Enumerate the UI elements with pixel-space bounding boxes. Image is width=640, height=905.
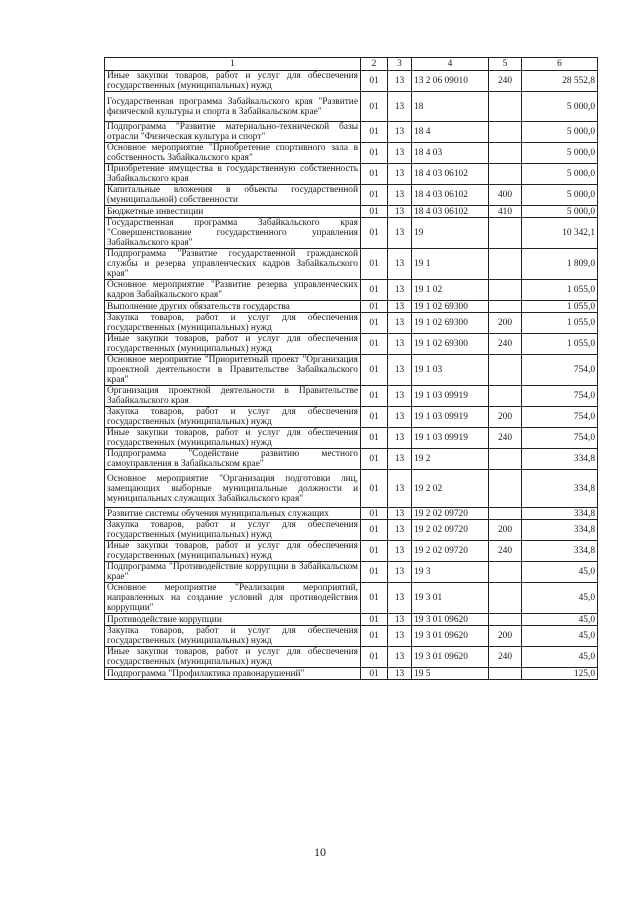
cell-expense-type: 240 <box>489 334 522 355</box>
cell-amount: 334,8 <box>522 449 598 470</box>
cell-expense-type <box>489 508 522 520</box>
cell-section: 01 <box>361 313 388 334</box>
cell-subsection: 13 <box>388 407 412 428</box>
table-header <box>105 58 598 71</box>
cell-expense-type <box>489 218 522 249</box>
cell-target-article: 19 <box>412 218 489 249</box>
table-body <box>105 71 598 680</box>
cell-expense-type <box>489 301 522 313</box>
cell-section: 01 <box>361 92 388 122</box>
cell-expense-type: 240 <box>489 541 522 562</box>
cell-name: Основное мероприятие "Организация подготовки лиц, замещающих выборные муниципальные должности и муниципальных служащих Забайкальского края" <box>105 470 361 508</box>
table-row <box>105 562 598 583</box>
cell-name: Подпрограмма "Содействие развитию местного самоуправления в Забайкальском крае" <box>105 449 361 470</box>
cell-amount: 5 000,0 <box>522 122 598 143</box>
cell-section: 01 <box>361 562 388 583</box>
cell-amount: 5 000,0 <box>522 164 598 185</box>
cell-target-article: 19 1 03 09919 <box>412 428 489 449</box>
cell-expense-type: 400 <box>489 185 522 206</box>
cell-target-article: 13 2 06 09010 <box>412 71 489 92</box>
cell-amount: 754,0 <box>522 407 598 428</box>
cell-expense-type <box>489 280 522 301</box>
cell-subsection: 13 <box>388 301 412 313</box>
cell-section: 01 <box>361 185 388 206</box>
cell-subsection: 13 <box>388 164 412 185</box>
cell-name: Государственная программа Забайкальского края "Совершенствование государственного управления Забайкальского края" <box>105 218 361 249</box>
cell-target-article: 19 1 <box>412 249 489 280</box>
cell-amount: 1 055,0 <box>522 334 598 355</box>
cell-target-article: 19 2 02 09720 <box>412 541 489 562</box>
cell-subsection: 13 <box>388 355 412 386</box>
cell-name: Приобретение имущества в государственную собственность Забайкальского края <box>105 164 361 185</box>
cell-name: Закупка товаров, работ и услуг для обеспечения государственных (муниципальных) нужд <box>105 520 361 541</box>
cell-subsection: 13 <box>388 541 412 562</box>
cell-subsection: 13 <box>388 470 412 508</box>
table-row <box>105 355 598 386</box>
cell-name: Основное мероприятие "Развитие резерва управленческих кадров Забайкальского края" <box>105 280 361 301</box>
table-row <box>105 449 598 470</box>
cell-section: 01 <box>361 583 388 614</box>
cell-section: 01 <box>361 626 388 647</box>
cell-section: 01 <box>361 280 388 301</box>
cell-name: Иные закупки товаров, работ и услуг для обеспечения государственных (муниципальных) нужд <box>105 541 361 562</box>
cell-section: 01 <box>361 449 388 470</box>
cell-subsection: 13 <box>388 334 412 355</box>
cell-target-article: 19 3 01 <box>412 583 489 614</box>
cell-expense-type <box>489 122 522 143</box>
cell-expense-type: 200 <box>489 520 522 541</box>
cell-name: Бюджетные инвестиции <box>105 206 361 218</box>
cell-expense-type <box>489 355 522 386</box>
cell-amount: 334,8 <box>522 508 598 520</box>
cell-amount: 125,0 <box>522 668 598 680</box>
cell-target-article: 19 1 02 <box>412 280 489 301</box>
cell-name: Капитальные вложения в объекты государственной (муниципальной) собственности <box>105 185 361 206</box>
table-row <box>105 71 598 92</box>
cell-name: Иные закупки товаров, работ и услуг для обеспечения государственных (муниципальных) нужд <box>105 71 361 92</box>
cell-section: 01 <box>361 386 388 407</box>
cell-name: Организация проектной деятельности в Правительстве Забайкальского края <box>105 386 361 407</box>
cell-expense-type: 200 <box>489 313 522 334</box>
cell-amount: 45,0 <box>522 583 598 614</box>
cell-amount: 45,0 <box>522 614 598 626</box>
cell-target-article: 19 1 03 09919 <box>412 407 489 428</box>
header-col-6: 6 <box>522 58 598 71</box>
table-row <box>105 614 598 626</box>
cell-name: Закупка товаров, работ и услуг для обеспечения государственных (муниципальных) нужд <box>105 626 361 647</box>
cell-expense-type <box>489 562 522 583</box>
cell-expense-type <box>489 470 522 508</box>
header-row <box>105 58 598 71</box>
cell-name: Государственная программа Забайкальского края "Развитие физической культуры и спорта в Забайкальском крае" <box>105 92 361 122</box>
cell-amount: 754,0 <box>522 355 598 386</box>
cell-name: Подпрограмма "Профилактика правонарушений" <box>105 668 361 680</box>
cell-target-article: 19 2 02 <box>412 470 489 508</box>
table-row <box>105 626 598 647</box>
cell-section: 01 <box>361 206 388 218</box>
cell-name: Иные закупки товаров, работ и услуг для обеспечения государственных (муниципальных) нужд <box>105 334 361 355</box>
cell-target-article: 19 2 02 09720 <box>412 520 489 541</box>
cell-target-article: 19 3 <box>412 562 489 583</box>
table-row <box>105 647 598 668</box>
table-row <box>105 470 598 508</box>
table-row <box>105 164 598 185</box>
cell-subsection: 13 <box>388 71 412 92</box>
cell-expense-type: 200 <box>489 407 522 428</box>
table-row <box>105 143 598 164</box>
table-row <box>105 583 598 614</box>
cell-name: Развитие системы обучения муниципальных служащих <box>105 508 361 520</box>
cell-expense-type <box>489 143 522 164</box>
cell-expense-type <box>489 249 522 280</box>
table-row <box>105 249 598 280</box>
cell-subsection: 13 <box>388 614 412 626</box>
cell-expense-type <box>489 668 522 680</box>
cell-target-article: 19 1 02 69300 <box>412 301 489 313</box>
table-row <box>105 386 598 407</box>
cell-target-article: 19 1 03 09919 <box>412 386 489 407</box>
cell-section: 01 <box>361 249 388 280</box>
cell-subsection: 13 <box>388 583 412 614</box>
cell-amount: 10 342,1 <box>522 218 598 249</box>
cell-amount: 334,8 <box>522 541 598 562</box>
cell-amount: 754,0 <box>522 386 598 407</box>
cell-name: Иные закупки товаров, работ и услуг для обеспечения государственных (муниципальных) нужд <box>105 428 361 449</box>
cell-amount: 45,0 <box>522 647 598 668</box>
cell-name: Закупка товаров, работ и услуг для обеспечения государственных (муниципальных) нужд <box>105 313 361 334</box>
cell-target-article: 19 5 <box>412 668 489 680</box>
cell-target-article: 19 2 <box>412 449 489 470</box>
cell-expense-type <box>489 92 522 122</box>
cell-expense-type <box>489 164 522 185</box>
cell-target-article: 19 1 03 <box>412 355 489 386</box>
header-col-1: 1 <box>105 58 361 71</box>
cell-target-article: 18 4 03 06102 <box>412 185 489 206</box>
cell-amount: 45,0 <box>522 626 598 647</box>
cell-section: 01 <box>361 470 388 508</box>
cell-name: Подпрограмма "Развитие государственной гражданской службы и резерва управленческих кадров Забайкальского края" <box>105 249 361 280</box>
cell-section: 01 <box>361 541 388 562</box>
cell-target-article: 18 <box>412 92 489 122</box>
cell-section: 01 <box>361 428 388 449</box>
cell-subsection: 13 <box>388 428 412 449</box>
cell-section: 01 <box>361 614 388 626</box>
cell-section: 01 <box>361 508 388 520</box>
cell-subsection: 13 <box>388 668 412 680</box>
cell-target-article: 18 4 <box>412 122 489 143</box>
cell-target-article: 19 3 01 09620 <box>412 626 489 647</box>
cell-section: 01 <box>361 122 388 143</box>
cell-section: 01 <box>361 647 388 668</box>
cell-name: Выполнение других обязательств государства <box>105 301 361 313</box>
header-col-2: 2 <box>361 58 388 71</box>
cell-target-article: 18 4 03 06102 <box>412 164 489 185</box>
cell-section: 01 <box>361 334 388 355</box>
cell-amount: 45,0 <box>522 562 598 583</box>
cell-name: Иные закупки товаров, работ и услуг для обеспечения государственных (муниципальных) нужд <box>105 647 361 668</box>
cell-target-article: 18 4 03 <box>412 143 489 164</box>
cell-subsection: 13 <box>388 520 412 541</box>
table-row <box>105 301 598 313</box>
cell-subsection: 13 <box>388 249 412 280</box>
cell-subsection: 13 <box>388 313 412 334</box>
page-number: 10 <box>314 845 326 859</box>
header-col-4: 4 <box>412 58 489 71</box>
cell-expense-type: 240 <box>489 428 522 449</box>
table-row <box>105 520 598 541</box>
cell-amount: 28 552,8 <box>522 71 598 92</box>
cell-name: Закупка товаров, работ и услуг для обеспечения государственных (муниципальных) нужд <box>105 407 361 428</box>
table-row <box>105 92 598 122</box>
cell-target-article: 18 4 03 06102 <box>412 206 489 218</box>
cell-subsection: 13 <box>388 562 412 583</box>
cell-subsection: 13 <box>388 206 412 218</box>
cell-subsection: 13 <box>388 143 412 164</box>
cell-subsection: 13 <box>388 122 412 143</box>
cell-amount: 5 000,0 <box>522 206 598 218</box>
cell-amount: 1 055,0 <box>522 301 598 313</box>
cell-expense-type <box>489 449 522 470</box>
cell-amount: 5 000,0 <box>522 92 598 122</box>
cell-section: 01 <box>361 164 388 185</box>
cell-name: Основное мероприятие "Реализация мероприятий, направленных на создание условий для противодействия коррупции" <box>105 583 361 614</box>
cell-expense-type <box>489 386 522 407</box>
cell-target-article: 19 2 02 09720 <box>412 508 489 520</box>
cell-target-article: 19 1 02 69300 <box>412 313 489 334</box>
table-row <box>105 428 598 449</box>
cell-expense-type: 200 <box>489 626 522 647</box>
cell-subsection: 13 <box>388 626 412 647</box>
cell-amount: 334,8 <box>522 520 598 541</box>
cell-subsection: 13 <box>388 218 412 249</box>
cell-target-article: 19 1 02 69300 <box>412 334 489 355</box>
cell-section: 01 <box>361 71 388 92</box>
cell-section: 01 <box>361 407 388 428</box>
cell-subsection: 13 <box>388 92 412 122</box>
cell-name: Подпрограмма "Развитие материально-технической базы отрасли "Физическая культура и спорт" <box>105 122 361 143</box>
header-col-5: 5 <box>489 58 522 71</box>
table-row <box>105 407 598 428</box>
cell-name: Противодействие коррупции <box>105 614 361 626</box>
table-row <box>105 313 598 334</box>
cell-subsection: 13 <box>388 185 412 206</box>
cell-expense-type: 240 <box>489 647 522 668</box>
budget-table <box>104 57 598 680</box>
cell-subsection: 13 <box>388 280 412 301</box>
header-col-3: 3 <box>388 58 412 71</box>
cell-expense-type <box>489 583 522 614</box>
cell-name: Основное мероприятие "Приоритетный проект "Организация проектной деятельности в Правительстве Забайкальского края" <box>105 355 361 386</box>
cell-target-article: 19 3 01 09620 <box>412 614 489 626</box>
cell-amount: 5 000,0 <box>522 185 598 206</box>
cell-amount: 754,0 <box>522 428 598 449</box>
cell-section: 01 <box>361 520 388 541</box>
table-row <box>105 206 598 218</box>
table-row <box>105 668 598 680</box>
cell-subsection: 13 <box>388 386 412 407</box>
cell-section: 01 <box>361 218 388 249</box>
table-row <box>105 122 598 143</box>
cell-section: 01 <box>361 668 388 680</box>
cell-amount: 1 055,0 <box>522 313 598 334</box>
cell-amount: 1 055,0 <box>522 280 598 301</box>
cell-expense-type: 240 <box>489 71 522 92</box>
table-row <box>105 541 598 562</box>
cell-section: 01 <box>361 143 388 164</box>
cell-subsection: 13 <box>388 647 412 668</box>
cell-name: Основное мероприятие "Приобретение спортивного зала в собственность Забайкальского края" <box>105 143 361 164</box>
cell-amount: 5 000,0 <box>522 143 598 164</box>
cell-target-article: 19 3 01 09620 <box>412 647 489 668</box>
cell-expense-type: 410 <box>489 206 522 218</box>
cell-subsection: 13 <box>388 449 412 470</box>
cell-section: 01 <box>361 355 388 386</box>
table-row <box>105 280 598 301</box>
cell-section: 01 <box>361 301 388 313</box>
cell-name: Подпрограмма "Противодействие коррупции в Забайкальском крае" <box>105 562 361 583</box>
table-row <box>105 218 598 249</box>
table-row <box>105 185 598 206</box>
table-row <box>105 334 598 355</box>
cell-amount: 1 809,0 <box>522 249 598 280</box>
cell-expense-type <box>489 614 522 626</box>
cell-amount: 334,8 <box>522 470 598 508</box>
table-row <box>105 508 598 520</box>
cell-subsection: 13 <box>388 508 412 520</box>
